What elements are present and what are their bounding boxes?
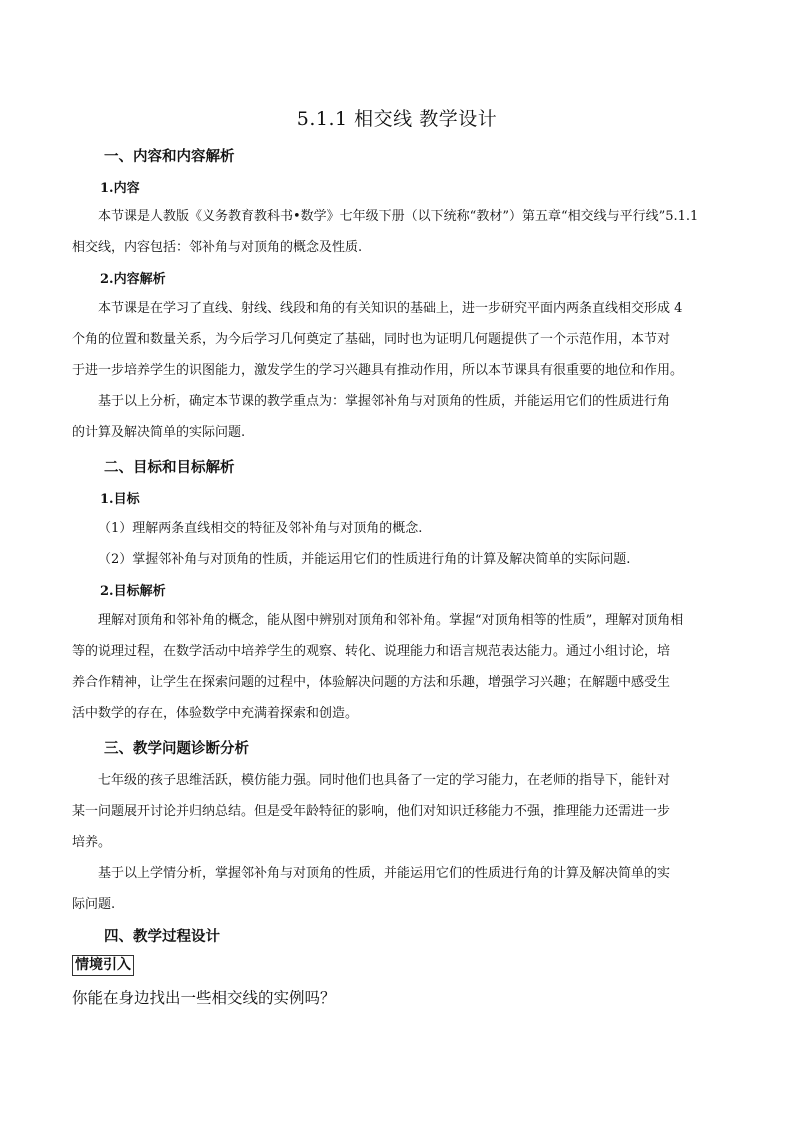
- goal-item: （2）掌握邻补角与对顶角的性质，并能运用它们的性质进行角的计算及解决简单的实际问题.: [98, 552, 631, 567]
- text-line: 理解对顶角和邻补角的概念，能从图中辨别对顶角和邻补角。掌握“对顶角相等的性质”，理解对顶角相: [98, 613, 684, 628]
- text-line: 个角的位置和数量关系，为今后学习几何奠定了基础，同时也为证明几何题提供了一个示范作用，本节对: [72, 332, 671, 347]
- section-heading-3: 三、教学问题诊断分析: [104, 740, 249, 757]
- subheading-content: 1.内容: [100, 181, 140, 196]
- subheading-goals: 1.目标: [100, 492, 140, 507]
- text-line: 某一问题展开讨论并归纳总结。但是受年龄特征的影响，他们对知识迁移能力不强，推理能力还需进一步: [72, 804, 671, 819]
- goal-item: （1）理解两条直线相交的特征及邻补角与对顶角的概念.: [98, 521, 423, 536]
- paragraph-content-analysis: [72, 293, 722, 448]
- text-line: 基于以上学情分析，掌握邻补角与对顶角的性质，并能运用它们的性质进行角的计算及解决简单的实: [98, 866, 671, 881]
- section-heading-1: 一、内容和内容解析: [104, 148, 235, 165]
- text-line: 的计算及解决简单的实际问题.: [72, 425, 246, 440]
- section-heading-2: 二、目标和目标解析: [104, 459, 235, 476]
- paragraph-goals-analysis: [72, 605, 722, 729]
- text-line: 于进一步培养学生的识图能力，激发学生的学习兴趣具有推动作用，所以本节课具有很重要的地位和作用。: [72, 363, 684, 378]
- text-line: 本节课是人教版《义务教育教科书•数学》七年级下册（以下统称“教材”）第五章“相交线与平行线”5.1.1: [98, 209, 699, 224]
- paragraph-content: [72, 201, 722, 263]
- section-heading-4: 四、教学过程设计: [104, 928, 220, 945]
- text-line: 七年级的孩子思维活跃，模仿能力强。同时他们也具备了一定的学习能力，在老师的指导下，能针对: [98, 773, 671, 788]
- page-title: 5.1.1 相交线 教学设计: [296, 108, 498, 130]
- goals-list: [98, 513, 718, 575]
- text-line: 基于以上分析，确定本节课的教学重点为：掌握邻补角与对顶角的性质，并能运用它们的性质进行角: [98, 394, 671, 409]
- subheading-goals-analysis: 2.目标解析: [100, 584, 166, 599]
- text-line: 培养。: [72, 835, 112, 850]
- paragraph-diagnosis: [72, 765, 722, 920]
- subheading-content-analysis: 2.内容解析: [100, 272, 166, 287]
- scenario-intro-tag: 情境引入: [72, 955, 134, 976]
- text-line: 本节课是在学习了直线、射线、线段和角的有关知识的基础上，进一步研究平面内两条直线相交形成 4: [98, 301, 683, 316]
- text-line: 相交线，内容包括：邻补角与对顶角的概念及性质.: [72, 240, 363, 255]
- text-line: 活中数学的存在，体验数学中充满着探索和创造。: [72, 706, 359, 721]
- text-line: 等的说理过程，在数学活动中培养学生的观察、转化、说理能力和语言规范表达能力。通过小组讨论，培: [72, 644, 671, 659]
- intro-question: 你能在身边找出一些相交线的实例吗？: [72, 989, 336, 1007]
- text-line: 际问题.: [72, 897, 116, 912]
- text-line: 养合作精神，让学生在探索问题的过程中，体验解决问题的方法和乐趣，增强学习兴趣；在解题中感受生: [72, 675, 671, 690]
